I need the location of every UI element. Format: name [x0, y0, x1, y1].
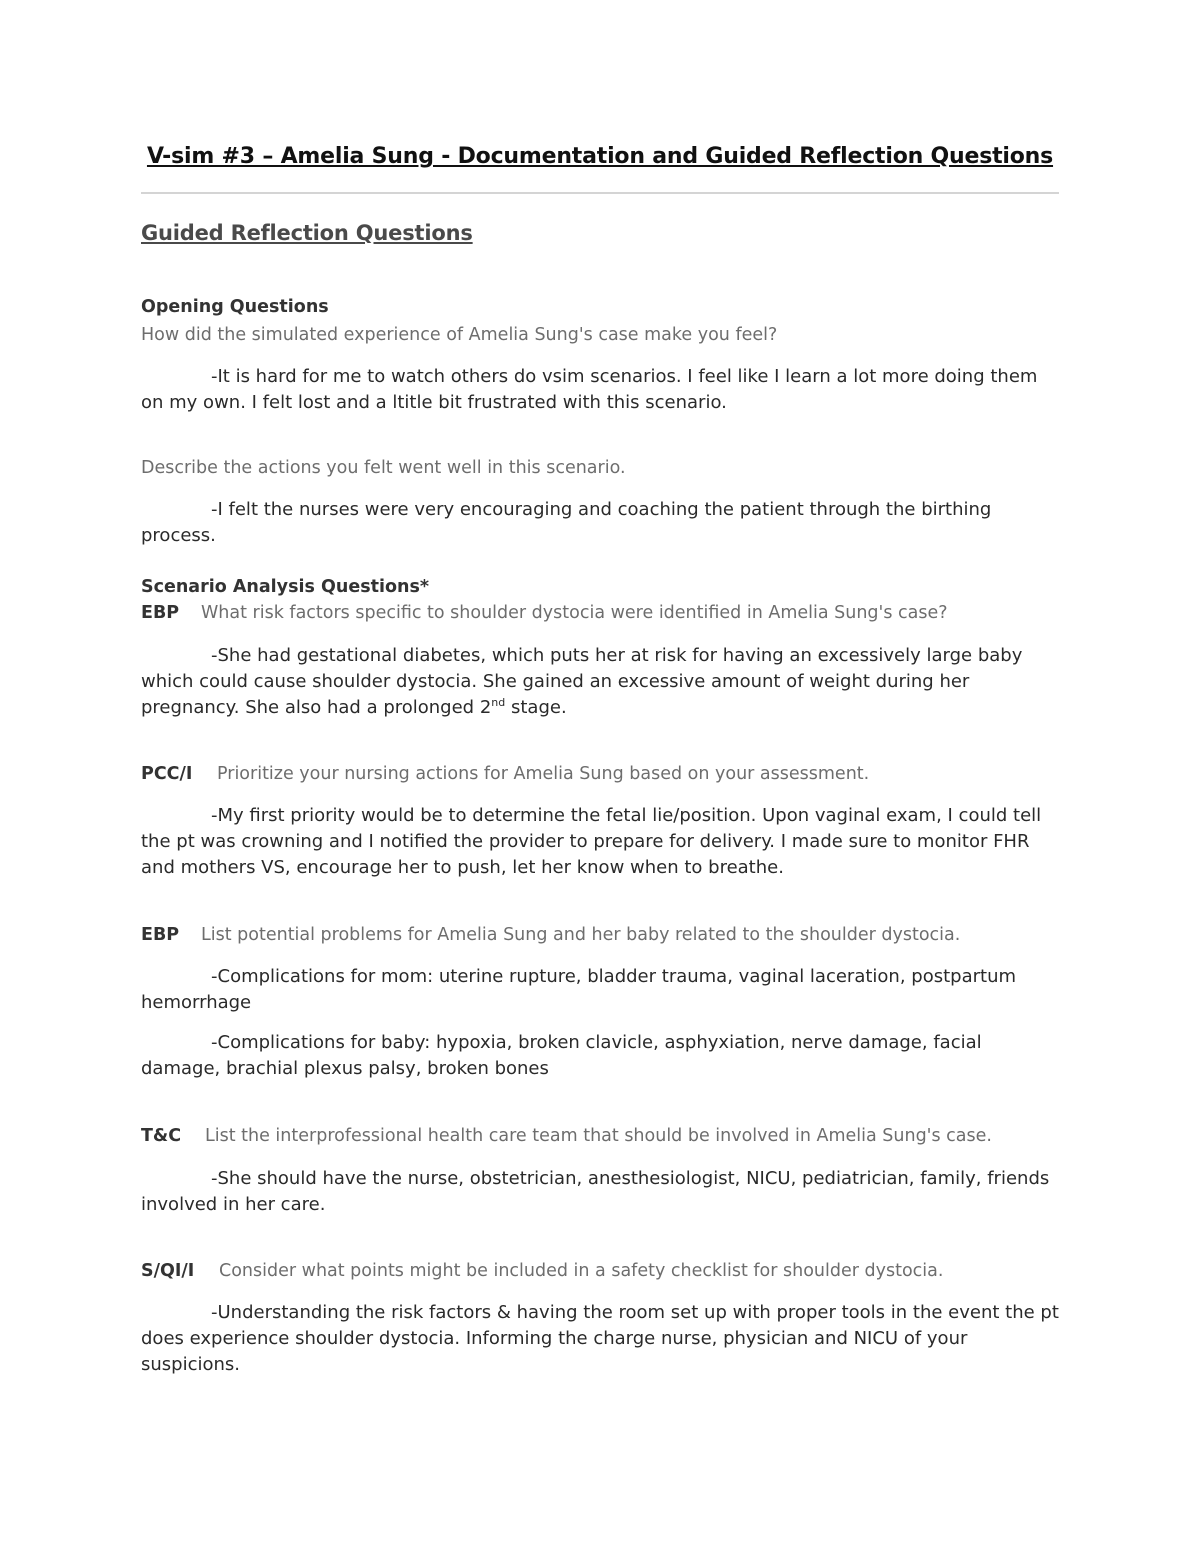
question-tag: PCC/I	[141, 764, 193, 784]
scenario-answer-3a: -Complications for mom: uterine rupture, bladder trauma, vaginal laceration, postpartum hemorrhage	[141, 966, 1017, 1013]
question-text: Prioritize your nursing actions for Amelia Sung based on your assessment.	[217, 764, 870, 784]
question-tag: S/QI/I	[141, 1261, 195, 1281]
answer-text: -She had gestational diabetes, which puts her at risk for having an excessively large baby which could cause shoulder dystocia. She gained an excessive amount of weight during her pregnancy. She also had a prolonged 2	[141, 645, 1023, 718]
scenario-question-5	[141, 1261, 943, 1281]
question-text: What risk factors specific to shoulder dystocia were identified in Amelia Sung's case?	[201, 603, 948, 623]
scenario-question-4	[141, 1126, 992, 1146]
question-tag: EBP	[141, 603, 180, 623]
scenario-questions-heading: Scenario Analysis Questions*	[141, 577, 430, 597]
scenario-answer-2: -My first priority would be to determine the fetal lie/position. Upon vaginal exam, I could tell the pt was crowning and I notified the provider to prepare for delivery. I made sure to monitor FHR and mothers VS, encourage her to push, let her know when to breathe.	[141, 805, 1042, 878]
scenario-answer-4: -She should have the nurse, obstetrician, anesthesiologist, NICU, pediatrician, family, friends involved in her care.	[141, 1168, 1050, 1215]
scenario-answer-3b: -Complications for baby: hypoxia, broken clavicle, asphyxiation, nerve damage, facial damage, brachial plexus palsy, broken bones	[141, 1032, 982, 1079]
scenario-question-2	[141, 764, 869, 784]
opening-question-1: How did the simulated experience of Amelia Sung's case make you feel?	[141, 325, 778, 345]
superscript-ordinal: nd	[491, 696, 506, 709]
title-divider	[141, 192, 1059, 194]
opening-questions-heading: Opening Questions	[141, 297, 329, 317]
opening-question-2: Describe the actions you felt went well in this scenario.	[141, 458, 626, 478]
opening-answer-2: -I felt the nurses were very encouraging and coaching the patient through the birthing process.	[141, 499, 992, 546]
question-tag: T&C	[141, 1126, 182, 1146]
question-text: Consider what points might be included in a safety checklist for shoulder dystocia.	[219, 1261, 944, 1281]
document-title: V-sim #3 – Amelia Sung - Documentation and Guided Reflection Questions	[146, 144, 1054, 169]
scenario-question-1	[141, 603, 948, 623]
section-title: Guided Reflection Questions	[141, 221, 473, 245]
question-text: List potential problems for Amelia Sung and her baby related to the shoulder dystocia.	[201, 925, 961, 945]
opening-answer-1: -It is hard for me to watch others do vsim scenarios. I feel like I learn a lot more doing them on my own. I felt lost and a ltitle bit frustrated with this scenario.	[141, 366, 1038, 413]
scenario-question-3	[141, 925, 960, 945]
question-tag: EBP	[141, 925, 180, 945]
answer-text-end: stage.	[505, 697, 567, 718]
scenario-answer-5: -Understanding the risk factors & having the room set up with proper tools in the event the pt does experience shoulder dystocia. Informing the charge nurse, physician and NICU of your suspicions.	[141, 1302, 1059, 1375]
scenario-answer-1	[141, 643, 1063, 721]
question-text: List the interprofessional health care team that should be involved in Amelia Sung's case.	[205, 1126, 992, 1146]
